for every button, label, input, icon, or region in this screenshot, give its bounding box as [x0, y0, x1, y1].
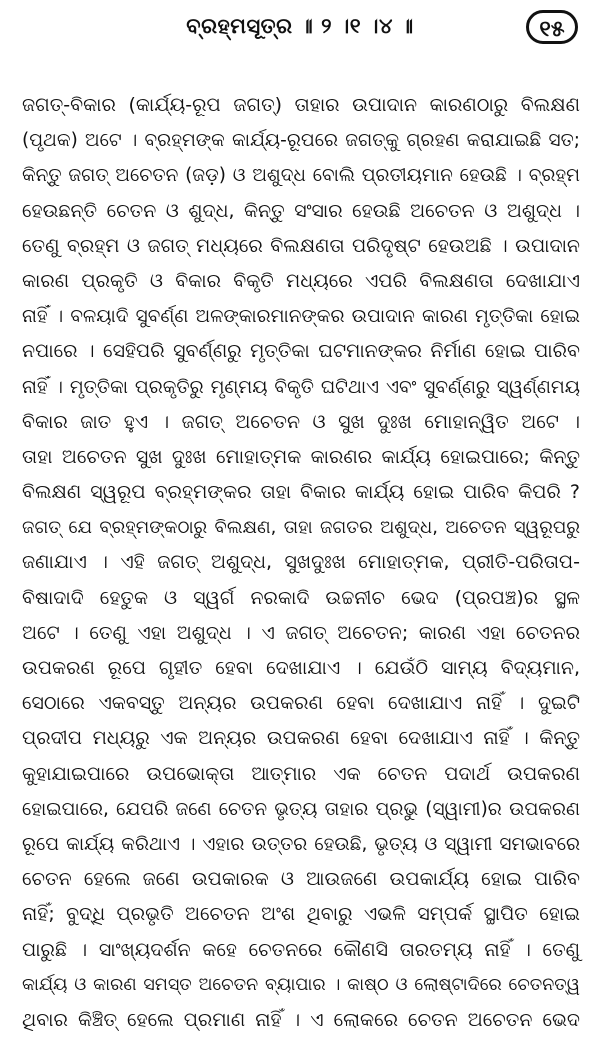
text-line: ନପାରେ । ସେହିପରି ସୁବର୍ଣ୍ଣରୁ ମୃତ୍ତିକା ଘଟମାନଙ୍କର ନିର୍ମାଣ ହୋଇ ପାରିବ — [22, 340, 580, 363]
text-line: ଜଗତ୍-ବିକାର (କାର୍ଯ୍ୟ-ରୂପ ଜଗତ୍) ତାହାର ଉପାଦାନ କାରଣଠାରୁ ବିଲକ୍ଷଣ — [22, 94, 580, 116]
page-number: ୧୫ — [526, 10, 578, 44]
text-line: କାର୍ଯ୍ୟ ଓ କାରଣ ସମସ୍ତ ଅଚେତନ ବ୍ୟାପାର । କାଷ୍ଠ ଓ ଲୋଷ୍ଟାଦିରେ ଚେତନତ୍ୱ — [22, 974, 580, 995]
text-line: ଚେତନ ହେଲେ ଜଣେ ଉପକାରକ ଓ ଆଉଜଣେ ଉପକାର୍ଯ୍ୟ ହୋଇ ପାରିବ — [22, 868, 580, 891]
text-line: ରୂପେ କାର୍ଯ୍ୟ କରିଥାଏ । ଏହାର ଉତ୍ତର ହେଉଛି, ଭୃତ୍ୟ ଓ ସ୍ୱାମୀ ସମଭାବରେ — [22, 833, 580, 855]
page-header — [20, 6, 580, 58]
text-line: ନାହିଁ । ବଳୟାଦି ସୁବର୍ଣ୍ଣ ଅଳଙ୍କାରମାନଙ୍କର ଉପାଦାନ କାରଣ ମୃତ୍ତିକା ହୋଇ — [22, 306, 580, 328]
text-line: ନାହିଁ । ମୃତ୍ତିକା ପ୍ରକୃତିରୁ ମୃଣ୍ମୟ ବିକୃତି ଘଟିଥାଏ ଏବଂ ସୁବର୍ଣ୍ଣରୁ ସ୍ୱର୍ଣ୍ଣମୟ — [22, 376, 580, 398]
text-line: ହୋଇପାରେ, ଯେପରି ଜଣେ ଚେତନ ଭୃତ୍ୟ ତାହାର ପ୍ରଭୁ (ସ୍ୱାମୀ)ର ଉପକରଣ — [22, 798, 580, 820]
text-line: ବିଲକ୍ଷଣ ସ୍ୱରୂପ ବ୍ରହ୍ମଙ୍କର ତାହା ବିକାର କାର୍ଯ୍ୟ ହୋଇ ପାରିବ କିପରି ? — [22, 481, 580, 504]
text-line: ଉପକରଣ ରୂପେ ଗୃହୀତ ହେବା ଦେଖାଯାଏ । ଯେଉଁଠି ସାମ୍ୟ ବିଦ୍ୟମାନ, — [22, 657, 580, 679]
text-line: ତାହା ଅଚେତନ ସୁଖ ଦୁଃଖ ମୋହାତ୍ମକ କାରଣର କାର୍ଯ୍ୟ ହୋଇପାରେ; କିନ୍ତୁ — [22, 445, 580, 468]
text-line: ଅଟେ । ତେଣୁ ଏହା ଅଶୁଦ୍ଧ । ଏ ଜଗତ୍ ଅଚେତନ; କାରଣ ଏହା ଚେତନର — [22, 621, 580, 644]
text-line: ଥିବାର କିଞ୍ଚିତ୍ ହେଲେ ପ୍ରମାଣ ନାହିଁ । ଏ ଲୋକରେ ଚେତନ ଅଚେତନ ଭେଦ — [22, 1008, 580, 1031]
text-line: ବିକାର ଜାତ ହୁଏ । ଜଗତ୍ ଅଚେତନ ଓ ସୁଖ ଦୁଃଖ ମୋହାନ୍ୱିତ ଅଟେ । — [22, 410, 580, 433]
text-line: କୁହାଯାଇପାରେ ଉପଭୋକ୍ତା ଆତ୍ମାର ଏକ ଚେତନ ପଦାର୍ଥ ଉପକରଣ — [22, 762, 580, 785]
text-line: ଜଗତ୍ ଯେ ବ୍ରହ୍ମଙ୍କଠାରୁ ବିଲକ୍ଷଣ, ତାହା ଜଗତର ଅଶୁଦ୍ଧ, ଅଚେତନ ସ୍ୱରୂପରୁ — [22, 517, 580, 539]
text-line: ପାରୁଛି । ସାଂଖ୍ୟଦର୍ଶନ କହେ ଚେତନରେ କୌଣସି ତାରତମ୍ୟ ନାହିଁ । ତେଣୁ — [22, 938, 580, 961]
text-line: ଜଣାଯାଏ । ଏହି ଜଗତ୍ ଅଶୁଦ୍ଧ, ସୁଖଦୁଃଖ ମୋହାତ୍ମକ, ପ୍ରୀତି-ପରିତାପ- — [22, 551, 580, 574]
text-line: କିନ୍ତୁ ଜଗତ୍ ଅଚେତନ (ଜଡ଼) ଓ ଅଶୁଦ୍ଧ ବୋଲି ପ୍ରତୀୟମାନ ହେଉଛି । ବ୍ରହ୍ମ — [22, 165, 580, 187]
body-text — [22, 88, 580, 1038]
text-line: (ପୃଥକ) ଅଟେ । ବ୍ରହ୍ମଙ୍କ କାର୍ଯ୍ୟ-ରୂପରେ ଜଗତ୍‌କୁ ଗ୍ରହଣ କରାଯାଇଛି ସତ; — [22, 130, 580, 152]
running-head: ବ୍ରହ୍ମସୂତ୍ର ॥ ୨ ।୧ ।୪ ॥ — [186, 14, 414, 38]
text-line: ହେଉଛନ୍ତି ଚେତନ ଓ ଶୁଦ୍ଧ, କିନ୍ତୁ ସଂସାର ହେଉଛି ଅଚେତନ ଓ ଅଶୁଦ୍ଧ । — [22, 199, 580, 222]
text-line: କାରଣ ପ୍ରକୃତି ଓ ବିକାର ବିକୃତି ମଧ୍ୟରେ ଏପରି ବିଲକ୍ଷଣତା ଦେଖାଯାଏ — [22, 269, 580, 292]
text-line: ତେଣୁ ବ୍ରହ୍ମ ଓ ଜଗତ୍ ମଧ୍ୟରେ ବିଲକ୍ଷଣତା ପରିଦୃଷ୍ଟ ହେଉଅଛି । ଉପାଦାନ — [22, 234, 580, 257]
text-line: ବିଷାଦାଦି ହେତୁକ ଓ ସ୍ୱର୍ଗ ନରକାଦି ଉଚ୍ଚନୀଚ ଭେଦ (ପ୍ରପଞ୍ଚ)ର ସ୍ଥଳ — [22, 586, 580, 609]
text-line: ପ୍ରଦୀପ ମଧ୍ୟରୁ ଏକ ଅନ୍ୟର ଉପକରଣ ହେବା ଦେଖାଯାଏ ନାହିଁ । କିନ୍ତୁ — [22, 727, 580, 750]
text-line: ସେଠାରେ ଏକବସ୍ତୁ ଅନ୍ୟର ଉପକରଣ ହେବା ଦେଖାଯାଏ ନାହିଁ । ଦୁଇଟି — [22, 692, 580, 715]
text-line: ନାହିଁ; ବୁଦ୍ଧି ପ୍ରଭୃତି ଅଚେତନ ଅଂଶ ଥିବାରୁ ଏଭଳି ସମ୍ପର୍କ ସ୍ଥାପିତ ହୋଇ — [22, 903, 580, 926]
